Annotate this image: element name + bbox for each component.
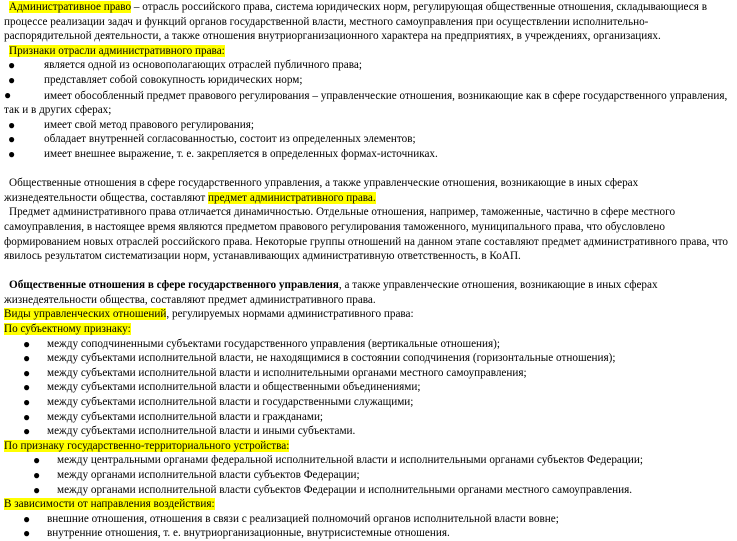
relations-bold: Общественные отношения в сфере государственного управления	[9, 279, 339, 292]
list-item: ● между соподчиненными субъектами государственного управления (вертикальные отношения);	[23, 336, 501, 351]
list-item: ● между органами исполнительной власти субъектов Федерации;	[33, 468, 360, 482]
bullet-icon: ●	[33, 453, 41, 468]
signs-heading-line	[4, 44, 733, 59]
bullet-icon: ●	[4, 87, 12, 102]
bullet-icon: ●	[23, 526, 31, 541]
list-item: ● имеет свой метод правового регулирования;	[8, 117, 254, 132]
by-direction-heading: В зависимости от направления воздействия:	[4, 498, 215, 511]
blank-line	[4, 264, 733, 279]
list-item: ● между субъектами исполнительной власти и государственными служащими;	[23, 395, 414, 410]
by-subject-heading-line	[4, 322, 733, 337]
list-item: ● представляет собой совокупность юридических норм;	[8, 72, 303, 87]
relations-paragraph: Общественные отношения в сфере государственного управления, а также управленческие отношения, возникающие в иных сферах жизнедеятельности общества, составляют предмет административного права.	[4, 279, 658, 306]
by-subject-heading: По субъектному признаку:	[4, 323, 131, 336]
bullet-icon: ●	[23, 365, 31, 380]
bullet-icon: ●	[8, 58, 16, 73]
list-item: ● является одной из основополагающих отраслей публичного права;	[8, 58, 362, 73]
by-direction-heading-line	[4, 497, 733, 512]
list-item: ● между органами исполнительной власти субъектов Федерации и исполнительными органами местного самоуправления.	[33, 482, 633, 497]
by-direction-list	[4, 512, 733, 541]
list-item: ● обладает внутренней согласованностью, состоит из определенных элементов;	[8, 132, 416, 147]
definition-paragraph	[4, 0, 733, 44]
bullet-icon: ●	[8, 72, 16, 87]
by-territory-heading-line	[4, 439, 733, 454]
definition-text: – отрасль российского права, система юридических норм, регулирующая общественные отношения, складывающиеся в процессе реализации задач и функций органов государственной власти, местного самоуправления при осуществлении исполнительно-распорядительной деятельности, а также отношения внутриорганизационного характера на предприятиях, в учреждениях, организациях.	[4, 1, 707, 43]
list-item: ● между субъектами исполнительной власти и исполнительными органами местного самоуправления;	[23, 365, 527, 380]
types-highlight: Виды управленческих отношений	[4, 308, 167, 321]
bullet-icon: ●	[8, 146, 16, 161]
by-territory-heading: По признаку государственно-территориального устройства:	[4, 439, 290, 452]
list-item: ● имеет обособленный предмет правового регулирования – управленческие отношения, возникающие как в сфере государственного управления, так и в других сферах;	[4, 87, 728, 117]
types-line: Виды управленческих отношений, регулируемых нормами административного права:	[4, 308, 414, 321]
list-item: ● между субъектами исполнительной власти и общественными объединениями;	[23, 380, 421, 395]
by-territory-list	[4, 453, 733, 497]
signs-heading: Признаки отрасли административного права:	[9, 44, 225, 57]
dynamics-paragraph: Предмет административного права отличается динамичностью. Отдельные отношения, например, таможенные, частично в сфере местного самоуправления, в настоящее время являются предметом правового регулирования таможенного, муниципального права, что обусловлено формированием новых отраслей российского права. Некоторые группы отношений на данном этапе составляют предмет административного права, что явилось результатом систематизации норм, устанавливающих административную ответственность, в КоАП.	[4, 206, 729, 263]
list-item: ● между субъектами исполнительной власти, не находящимися в состоянии соподчинения (горизонтальные отношения);	[23, 351, 616, 366]
bullet-icon: ●	[23, 409, 31, 424]
subject-paragraph: Общественные отношения в сфере государственного управления, а также управленческие отношения, возникающие в иных сферах жизнедеятельности общества, составляют предмет административного права.	[4, 177, 639, 204]
list-item: ● между центральными органами федеральной исполнительной власти и исполнительными органами субъектов Федерации;	[33, 453, 643, 468]
bullet-icon: ●	[23, 351, 31, 366]
signs-list	[4, 58, 733, 161]
blank-line	[4, 162, 733, 177]
by-subject-list	[4, 337, 733, 439]
bullet-icon: ●	[23, 424, 31, 439]
list-item: ● между субъектами исполнительной власти и гражданами;	[23, 409, 324, 424]
bullet-icon: ●	[23, 380, 31, 395]
bullet-icon: ●	[8, 132, 16, 147]
bullet-icon: ●	[8, 117, 16, 132]
list-item: ● внешние отношения, отношения в связи с реализацией полномочий органов исполнительной власти вовне;	[23, 511, 559, 526]
bullet-icon: ●	[23, 395, 31, 410]
subject-highlight: предмет административного права.	[208, 191, 376, 204]
term-highlight: Административное право	[9, 1, 132, 13]
bullet-icon: ●	[23, 511, 31, 526]
bullet-icon: ●	[33, 468, 41, 482]
list-item: ● имеет внешнее выражение, т. е. закрепляется в определенных формах-источниках.	[8, 146, 438, 161]
bullet-icon: ●	[23, 336, 31, 351]
bullet-icon: ●	[33, 482, 41, 497]
list-item: ● внутренние отношения, т. е. внутриорганизационные, внутрисистемные отношения.	[23, 526, 450, 541]
list-item: ● между субъектами исполнительной власти и иными субъектами.	[23, 424, 356, 439]
